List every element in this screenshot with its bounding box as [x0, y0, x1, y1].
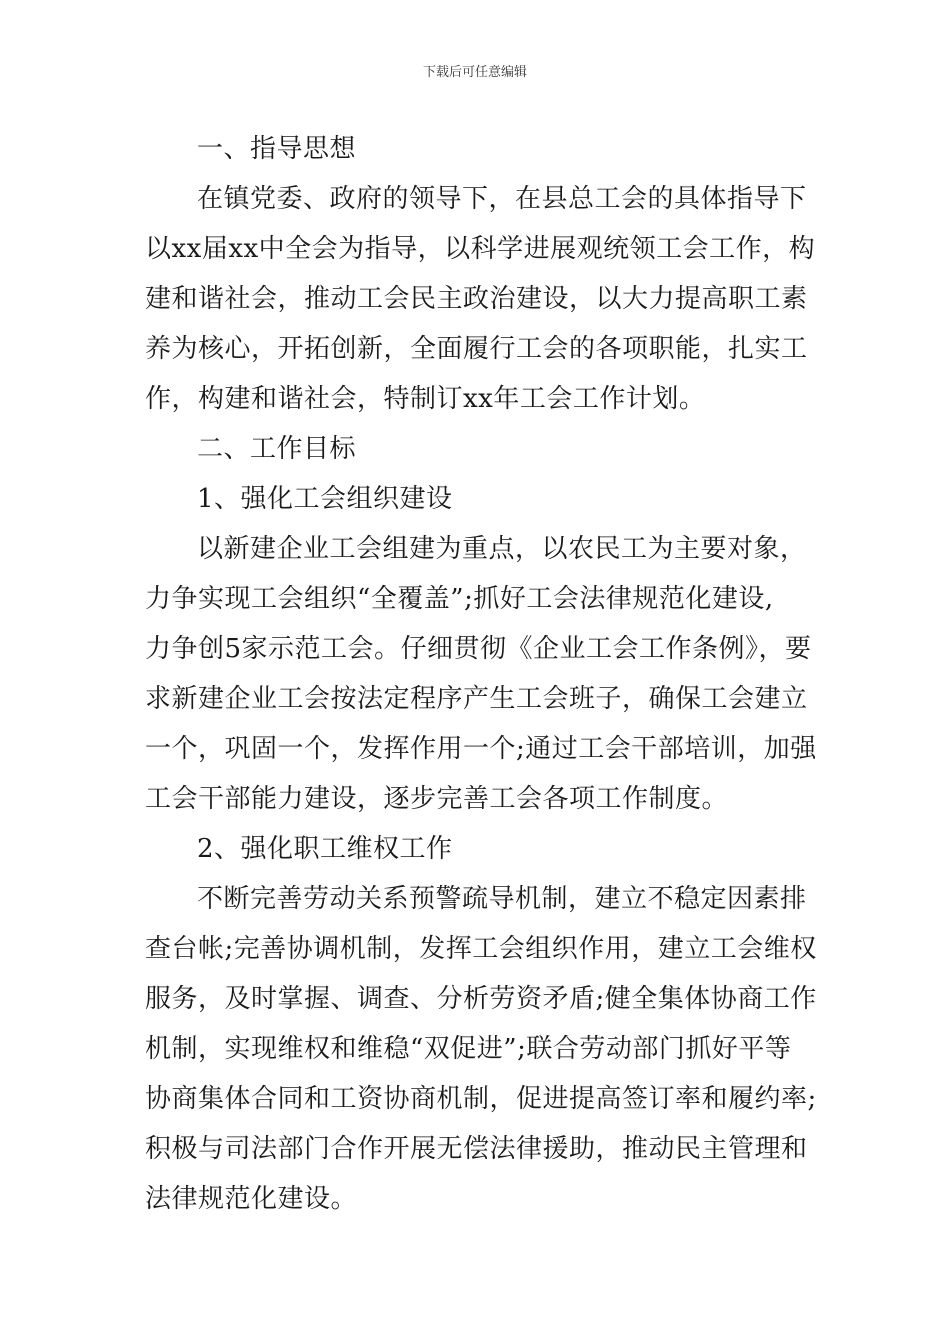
paragraph-line: 力争创5家示范工会。仔细贯彻《企业工会工作条例》，要: [145, 634, 812, 664]
document-body: [145, 124, 817, 1224]
paragraph-line: 机制，实现维权和维稳“双促进”;联合劳动部门抓好平等: [145, 1034, 792, 1064]
paragraph-line: 1、强化工会组织建设: [197, 484, 453, 514]
paragraph-line: 求新建企业工会按法定程序产生工会班子，确保工会建立: [145, 684, 808, 714]
paragraph-line: 服务，及时掌握、调查、分析劳资矛盾;健全集体协商工作: [145, 984, 817, 1014]
paragraph-line: 作，构建和谐社会，特制订xx年工会工作计划。: [145, 384, 706, 414]
paragraph-line: 一、指导思想: [197, 134, 357, 164]
paragraph-line: 养为核心，开拓创新，全面履行工会的各项职能，扎实工: [145, 334, 808, 364]
page-header-note: 下载后可任意编辑: [422, 65, 527, 80]
paragraph-line: 以xx届xx中全会为指导，以科学进展观统领工会工作，构: [145, 234, 816, 264]
paragraph-line: 查台帐;完善协调机制，发挥工会组织作用，建立工会维权: [145, 934, 817, 964]
paragraph-line: 法律规范化建设。: [145, 1184, 358, 1214]
paragraph-line: 力争实现工会组织“全覆盖”;抓好工会法律规范化建设,: [145, 584, 774, 614]
paragraph-line: 积极与司法部门合作开展无偿法律援助，推动民主管理和: [145, 1134, 808, 1164]
paragraph-line: 工会干部能力建设，逐步完善工会各项工作制度。: [145, 784, 729, 814]
paragraph-line: 协商集体合同和工资协商机制，促进提高签订率和履约率;: [145, 1084, 817, 1114]
paragraph-line: 二、工作目标: [197, 434, 357, 464]
paragraph-line: 2、强化职工维权工作: [197, 834, 453, 864]
paragraph-line: 在镇党委、政府的领导下，在县总工会的具体指导下: [197, 184, 807, 214]
paragraph-line: 一个，巩固一个，发挥作用一个;通过工会干部培训，加强: [145, 734, 817, 764]
paragraph-line: 建和谐社会，推动工会民主政治建设，以大力提高职工素: [145, 284, 808, 314]
paragraph-line: 不断完善劳动关系预警疏导机制，建立不稳定因素排: [197, 884, 807, 914]
paragraph-line: 以新建企业工会组建为重点，以农民工为主要对象，: [197, 534, 807, 564]
